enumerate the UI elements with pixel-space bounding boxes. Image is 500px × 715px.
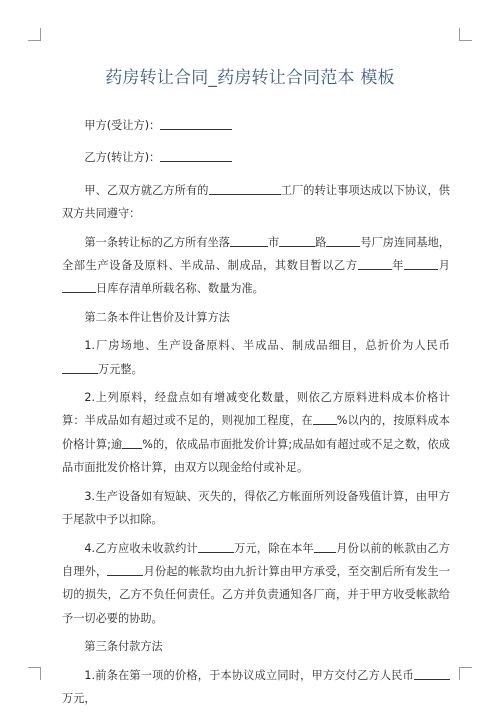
blank-field — [62, 360, 98, 374]
text-run: 万元， — [62, 691, 96, 705]
article-3-heading: 第三条付款方法 — [84, 640, 163, 654]
text-run: 万元整。 — [98, 362, 143, 376]
blank-field — [230, 233, 268, 247]
party-b-line — [62, 146, 450, 169]
article-2-item-3: 3.生产设备如有短缺、灭失的，得依乙方帐面所列设备残值计算，由甲方于尾款中予以扣除。 — [62, 489, 450, 527]
blank-field — [326, 233, 360, 247]
article-2-item-1 — [62, 334, 450, 381]
text-run: 市 — [267, 235, 280, 249]
article-2-heading: 第二条本件让售价及计算方法 — [84, 310, 230, 324]
text-run: 1.前条在第一项的价格，于本协议成立同时，甲方交付乙方人民币 — [84, 668, 414, 682]
text-run: %的，依成品市面批发价计算;成品如有超过或不足之数，依成品市面批发价格计算，由双方以现金给付或补足。 — [62, 437, 450, 475]
party-a-line — [62, 114, 450, 137]
text-run: 路 — [315, 235, 327, 249]
intro-paragraph — [62, 179, 450, 226]
blank-field — [314, 539, 336, 553]
article-2-item-2 — [62, 386, 450, 480]
blank-field — [414, 666, 450, 680]
text-run: 日库存清单所载名称、数量为准。 — [96, 282, 264, 296]
text-run: 月 — [438, 259, 450, 273]
article-3-item-1 — [62, 664, 450, 711]
text-run: 第一条转让标的乙方所有坐落 — [84, 235, 230, 249]
blank-field — [209, 181, 281, 195]
text-run: %以内的，按原料成本价格计算;逾 — [62, 414, 450, 451]
blank-field — [313, 411, 337, 425]
text-run: 月份起的帐款均由九折计算由甲方承受，至交割后所有发生一切的损失，乙方不负任何责任。乙方并负责通知各厂商，并于甲方收受帐款给予一切必要的协助。 — [62, 564, 450, 625]
text-run: 4.乙方应收未收款约计 — [84, 541, 198, 555]
text-run: 年 — [391, 259, 405, 273]
text-run: 工厂的转让事项达成以下协议，供双方共同遵守： — [62, 183, 450, 221]
article-1-paragraph — [62, 231, 450, 301]
blank-field — [107, 562, 143, 576]
blank-field — [62, 279, 96, 293]
blank-field — [160, 116, 232, 130]
document-body — [62, 114, 450, 715]
blank-field — [160, 148, 232, 162]
text-run: 月份以前的帐款由乙方自理外， — [62, 541, 450, 578]
blank-field — [404, 256, 438, 270]
document-title: 药房转让合同_药房转让合同范本 模板 — [105, 68, 395, 88]
blank-field — [198, 539, 234, 553]
crop-mark-top-left — [28, 28, 41, 41]
party-b-label: 乙方(转让方)： — [84, 151, 161, 165]
text-run: 1.厂房场地、生产设备原料、半成品、制成品细目，总折价为人民币 — [84, 339, 450, 353]
text-run: 甲、乙双方就乙方所有的 — [84, 183, 209, 197]
text-run: 号厂房连同基地，全部生产设备及原料、半成品、制成品，其数目暂以乙方 — [62, 235, 450, 273]
text-run: 万元，除在本年 — [233, 541, 314, 555]
crop-mark-top-right — [459, 28, 472, 41]
article-2-item-4 — [62, 537, 450, 631]
text-run: 2.上列原料，经盘点如有增减变化数量，则依乙方原料进料成本价格计算：半成品如有超过或不足的，则视加工程度，在 — [62, 391, 450, 428]
crop-mark-bottom-right — [459, 667, 472, 680]
blank-field — [358, 256, 392, 270]
blank-field — [122, 435, 142, 449]
crop-mark-bottom-left — [28, 667, 41, 680]
blank-field — [279, 233, 315, 247]
party-a-label: 甲方(受让方)： — [84, 119, 161, 132]
